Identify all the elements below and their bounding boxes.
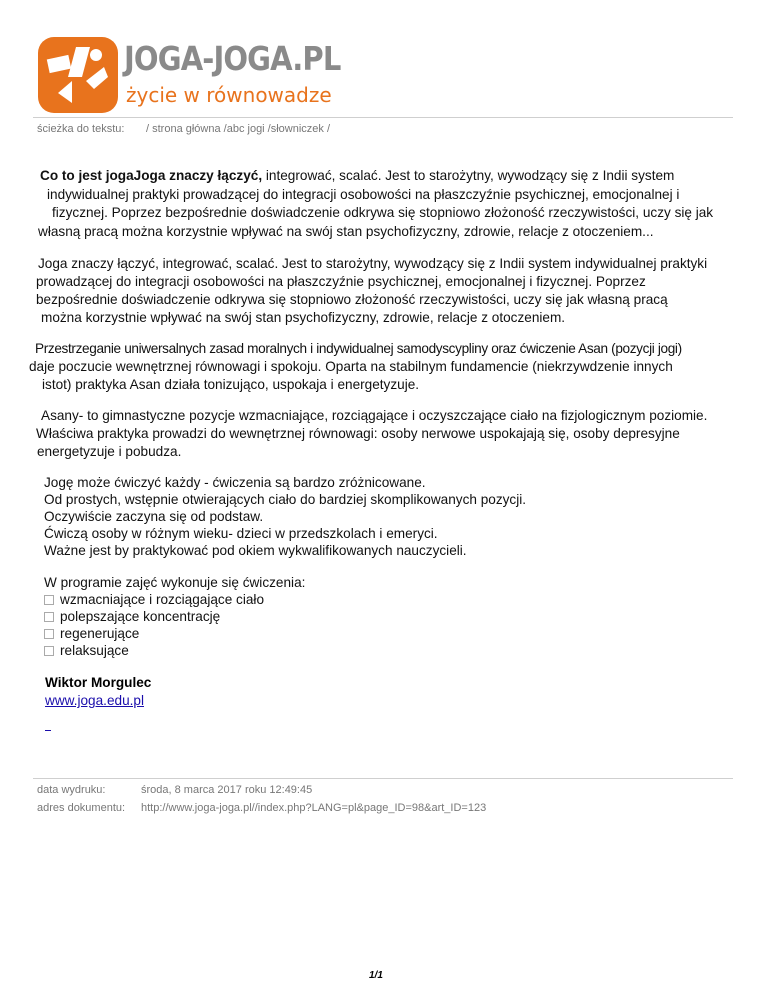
intro-line-1: Co to jest jogaJoga znaczy łączyć, integrować, scalać. Jest to starożytny, wywodzący się z Indii system	[40, 168, 675, 183]
header-divider	[33, 117, 733, 118]
para5-line-3: Oczywiście zaczyna się od podstaw.	[44, 509, 264, 524]
bullet-icon	[44, 612, 54, 622]
print-date-label: data wydruku:	[37, 784, 106, 796]
logo-mark-icon	[38, 37, 118, 113]
para5-line-4: Ćwiczą osoby w różnym wieku- dzieci w przedszkolach i emeryci.	[44, 526, 438, 541]
page-number: 1/1	[369, 970, 383, 981]
para5-line-5: Ważne jest by praktykować pod okiem wykwalifikowanych nauczycieli.	[44, 543, 467, 558]
site-logo	[38, 37, 358, 117]
bullet-icon	[44, 595, 54, 605]
logo-title: JOGA-JOGA.PL	[124, 39, 341, 78]
para2-line-3: bezpośrednie doświadczenie odkrywa się stopniowo złożoność rzeczywistości, uczy się jak własną pracą	[36, 292, 668, 307]
bullet-icon	[44, 646, 54, 656]
logo-tagline: życie w równowadze	[126, 83, 332, 107]
author-website-link[interactable]: www.joga.edu.pl	[45, 693, 144, 708]
bullet-icon	[44, 629, 54, 639]
para5-line-2: Od prostych, wstępnie otwierających ciało do bardziej skomplikowanych pozycji.	[44, 492, 527, 507]
intro-line-4: własną pracą można korzystnie wpływać na swój stan psychofizyczny, zdrowie, relacje z otoczeniem...	[38, 224, 654, 239]
para4-line-2: Właściwa praktyka prowadzi do wewnętrznej równowagi: osoby nerwowe uspokajają się, osoby depresyjne	[36, 426, 680, 441]
list-item: wzmacniające i rozciągające ciało	[44, 592, 264, 609]
list-item: relaksujące	[44, 643, 129, 660]
list-item: regenerujące	[44, 626, 139, 643]
breadcrumb-label: ścieżka do tekstu:	[37, 123, 125, 135]
para4-line-1: Asany- to gimnastyczne pozycje wzmacniające, rozciągające i oczyszczające ciało na fizjologicznym poziomie.	[41, 408, 708, 423]
print-date: środa, 8 marca 2017 roku 12:49:45	[141, 784, 313, 796]
para2-line-1: Joga znaczy łączyć, integrować, scalać. Jest to starożytny, wywodzący się z Indii system indywidualnej praktyki	[38, 256, 708, 271]
intro-line-2: indywidualnej praktyki prowadzącej do integracji osobowości na płaszczyźnie psychicznej, emocjonalnej i	[47, 187, 680, 202]
para4-line-3: energetyzuje i pobudza.	[37, 444, 182, 459]
para3-line-2: daje poczucie wewnętrznej równowagi i spokoju. Oparta na stabilnym fundamencie (niekrzywdzenie innych	[29, 359, 673, 374]
author-name: Wiktor Morgulec	[45, 675, 152, 690]
list-intro: W programie zajęć wykonuje się ćwiczenia:	[44, 575, 306, 590]
para5-line-1: Jogę może ćwiczyć każdy - ćwiczenia są bardzo zróżnicowane.	[44, 475, 426, 490]
para3-line-1: Przestrzeganie uniwersalnych zasad moralnych i indywidualnej samodyscypliny oraz ćwiczenie Asan (pozycji jogi)	[35, 341, 682, 356]
para2-line-4: można korzystnie wpływać na swój stan psychofizyczny, zdrowie, relacje z otoczeniem.	[41, 310, 566, 325]
footer-divider	[33, 778, 733, 779]
para2-line-2: prowadzącej do integracji osobowości na płaszczyźnie psychicznej, emocjonalnej i fizycznej. Poprzez	[36, 274, 646, 289]
list-item: polepszające koncentrację	[44, 609, 220, 626]
para3-line-3: istot) praktyka Asan działa tonizująco, uspokaja i energetyzuje.	[42, 377, 420, 392]
breadcrumb: / strona główna /abc jogi /słowniczek /	[146, 123, 331, 135]
intro-line-3: fizycznej. Poprzez bezpośrednie doświadczenie odkrywa się stopniowo złożoność rzeczywistości, uczy się jak	[52, 205, 714, 220]
intro-heading: Co to jest jogaJoga znaczy łączyć,	[40, 168, 263, 183]
address-label: adres dokumentu:	[37, 802, 126, 814]
empty-link[interactable]	[45, 730, 51, 731]
document-address: http://www.joga-joga.pl//index.php?LANG=pl&page_ID=98&art_ID=123	[141, 802, 487, 814]
